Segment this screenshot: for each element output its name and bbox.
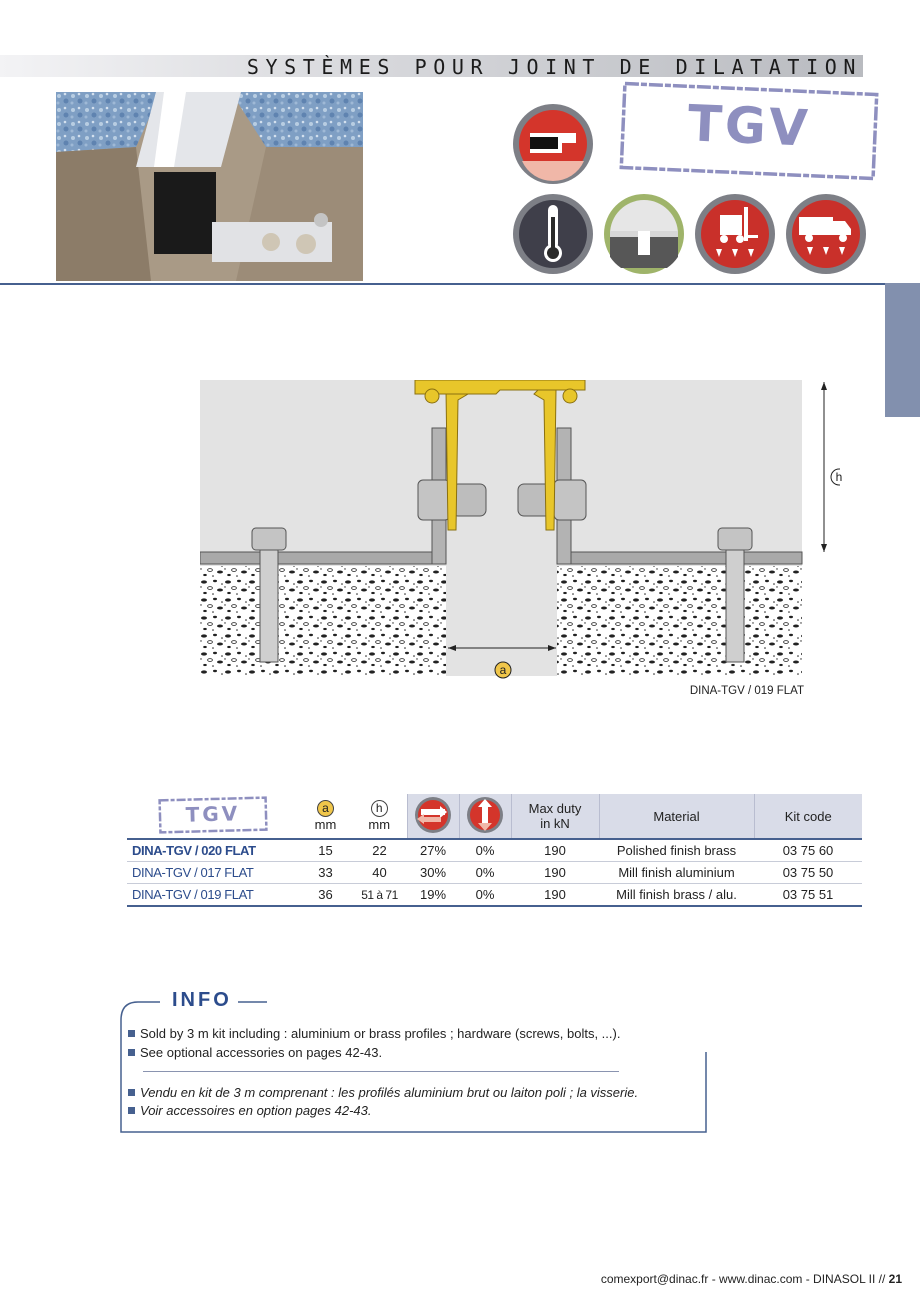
page-title: SYSTÈMES POUR JOINT DE DILATATION [246, 55, 862, 79]
a-cell: 36 [299, 884, 352, 907]
info-text: Vendu en kit de 3 m comprenant : les profilés aluminium brut ou laiton poli ; la visserie. [140, 1085, 639, 1100]
thermometer-icon [512, 193, 594, 275]
product-stamp [618, 80, 880, 181]
kit-code-cell: 03 75 50 [754, 862, 862, 884]
bullet-icon [128, 1107, 135, 1114]
movement-v-cell: 0% [459, 862, 511, 884]
col-material-header: Material [599, 794, 754, 839]
section-tab [885, 283, 920, 417]
material-cell: Mill finish aluminium [599, 862, 754, 884]
material-cell: Mill finish brass / alu. [599, 884, 754, 907]
col-horizontal-movement-header [407, 794, 459, 839]
h-circle: h [371, 800, 388, 817]
model-cell: DINA-TGV / 019 FLAT [127, 884, 299, 907]
material-cell: Polished finish brass [599, 839, 754, 862]
movement-v-cell: 0% [459, 884, 511, 907]
max-duty-cell: 190 [511, 862, 599, 884]
kit-code-cell: 03 75 60 [754, 839, 862, 862]
a-cell: 33 [299, 862, 352, 884]
kit-code-cell: 03 75 51 [754, 884, 862, 907]
max-duty-cell: 190 [511, 839, 599, 862]
col-max-duty-header [511, 794, 599, 839]
h-cell: 22 [352, 839, 407, 862]
flush-joint-icon [603, 193, 685, 275]
bullet-icon [128, 1049, 135, 1056]
product-photo [56, 92, 363, 281]
table-stamp [158, 795, 269, 834]
technical-drawing [200, 380, 843, 700]
movement-h-cell: 27% [407, 839, 459, 862]
dimension-h-label: h [835, 470, 843, 484]
truck-load-icon [785, 193, 867, 275]
movement-v-cell: 0% [459, 839, 511, 862]
heavy-load-gap-icon [512, 103, 594, 185]
h-cell: 51 à 71 [352, 884, 407, 907]
info-line-fr [128, 1103, 372, 1118]
col-vertical-movement-header [459, 794, 511, 839]
max-duty-cell: 190 [511, 884, 599, 907]
table-stamp-cell [127, 794, 299, 839]
table-stamp-text: TGV [185, 800, 241, 827]
info-line-en [128, 1045, 382, 1060]
bullet-icon [128, 1089, 135, 1096]
horizontal-movement-icon [414, 796, 452, 834]
max-duty-unit: in kN [540, 816, 570, 831]
header-rule-extension [863, 283, 885, 285]
h-cell: 40 [352, 862, 407, 884]
forklift-load-icon [694, 193, 776, 275]
col-kit-code-header: Kit code [754, 794, 862, 839]
info-text: Voir accessoires en option pages 42-43. [140, 1103, 372, 1118]
movement-h-cell: 30% [407, 862, 459, 884]
bullet-icon [128, 1030, 135, 1037]
dimension-a-label: a [499, 663, 507, 677]
h-unit: mm [368, 817, 391, 832]
col-h-header [352, 794, 407, 839]
info-title: INFO [168, 989, 236, 1012]
footer-text: comexport@dinac.fr - www.dinac.com - DINASOL II // [600, 1272, 889, 1286]
vertical-movement-icon [466, 796, 504, 834]
a-circle: a [317, 800, 334, 817]
table-row [127, 884, 862, 907]
info-text: See optional accessories on pages 42-43. [140, 1045, 383, 1060]
col-a-header [299, 794, 352, 839]
info-separator [143, 1071, 619, 1072]
drawing-caption: DINA-TGV / 019 FLAT [689, 685, 804, 697]
header-rule [0, 283, 863, 285]
info-line-en [128, 1026, 620, 1041]
info-line-fr [128, 1085, 638, 1100]
spec-table [127, 794, 862, 907]
a-unit: mm [314, 817, 337, 832]
info-text: Sold by 3 m kit including : aluminium or brass profiles ; hardware (screws, bolts, ...). [140, 1026, 621, 1041]
model-cell: DINA-TGV / 017 FLAT [127, 862, 299, 884]
page-number: 21 [888, 1272, 902, 1286]
table-header-row [127, 794, 862, 839]
table-row [127, 839, 862, 862]
model-cell: DINA-TGV / 020 FLAT [127, 839, 299, 862]
a-cell: 15 [299, 839, 352, 862]
movement-h-cell: 19% [407, 884, 459, 907]
stamp-text: TGV [686, 94, 812, 158]
table-row [127, 862, 862, 884]
max-duty-label: Max duty [528, 801, 582, 816]
footer [601, 1272, 902, 1286]
